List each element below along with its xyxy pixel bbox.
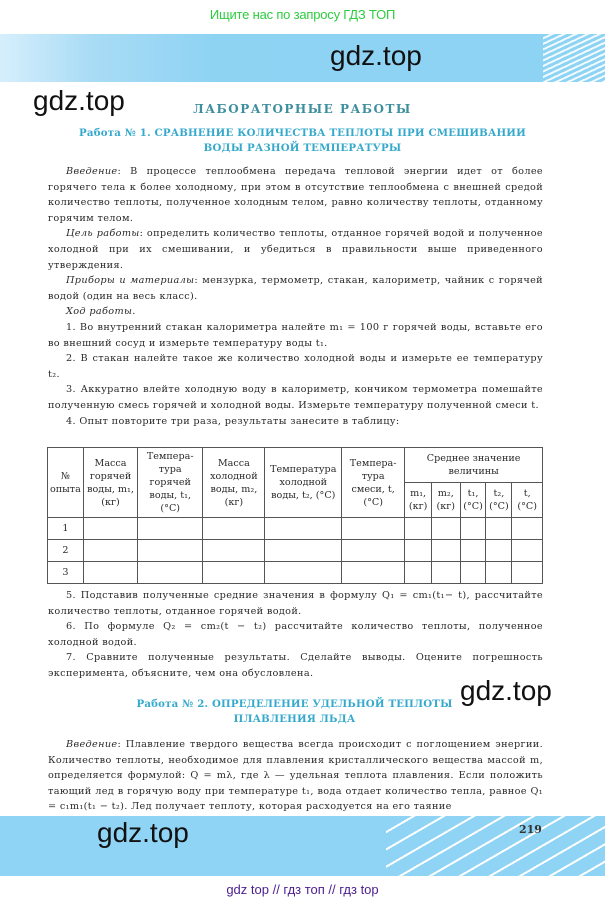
- footer-band: [0, 816, 605, 876]
- watermark-middle: gdz.top: [460, 675, 552, 706]
- procedure-heading: [48, 304, 543, 320]
- cell: [405, 540, 432, 562]
- header-stripes-decoration: [543, 34, 605, 82]
- step-2: 2. В стакан налейте такое же количество холодной воды и измерьте ее температуру t₂.: [48, 353, 543, 380]
- cell: [138, 518, 203, 540]
- intro-label: Введение: [66, 166, 118, 177]
- work1-title: [0, 126, 605, 156]
- cell: [431, 562, 460, 584]
- avg-col-m1: m₁, (кг): [405, 483, 432, 518]
- work2-intro-text: : Плавление твердого вещества всегда происходит с поглощением энергии. Количество теплоты, необходимое для плавления кристаллического вещества массой m, определяется формулой: Q = mλ, где λ — удельная теплота плавления. Если положить тающий лед в горячую воду при температуре t₁, вода отдает количество тепла, равное Q₁ = c₁m₁(t₁ − t₂). Лед получает теплоту, которая расходуется на его таяние: [48, 739, 543, 813]
- cell: [203, 518, 265, 540]
- row-number: 1: [48, 518, 84, 540]
- results-table: [47, 447, 543, 584]
- step-7: 7. Сравните полученные результаты. Сделайте выводы. Оцените погрешность эксперимента, объясните, чем она обусловлена.: [48, 652, 543, 679]
- work1-conclusion: [48, 588, 543, 682]
- cell: [265, 518, 342, 540]
- cell: [138, 540, 203, 562]
- work2-title-line1: Работа № 2. ОПРЕДЕЛЕНИЕ УДЕЛЬНОЙ ТЕПЛОТЫ: [136, 698, 453, 710]
- footer-stripes-decoration: [386, 816, 605, 876]
- intro-paragraph: [48, 164, 543, 226]
- table-row: [48, 540, 543, 562]
- cell: [83, 540, 137, 562]
- avg-col-t1: t₁, (°С): [460, 483, 486, 518]
- procedure-label: Ход работы.: [66, 306, 136, 318]
- cell: [405, 562, 432, 584]
- avg-col-t2: t₂, (°С): [486, 483, 512, 518]
- watermark-left: gdz.top: [33, 85, 125, 116]
- search-hint-banner[interactable]: Ищите нас по запросу ГДЗ ТОП: [209, 7, 396, 22]
- cell: [138, 562, 203, 584]
- row-number: 3: [48, 562, 84, 584]
- cell: [405, 518, 432, 540]
- work1-title-line2: ВОДЫ РАЗНОЙ ТЕМПЕРАТУРЫ: [203, 142, 402, 154]
- step-4: 4. Опыт повторите три раза, результаты занесите в таблицу:: [66, 415, 400, 427]
- cell: [486, 562, 512, 584]
- cell: [460, 518, 486, 540]
- page-number: 219: [519, 823, 542, 836]
- table-row: [48, 562, 543, 584]
- work1-title-line1: Работа № 1. СРАВНЕНИЕ КОЛИЧЕСТВА ТЕПЛОТЫ ПРИ СМЕШИВАНИИ: [79, 127, 526, 139]
- cell: [512, 518, 543, 540]
- avg-col-m2: m₂, (кг): [431, 483, 460, 518]
- materials-label: Приборы и материалы: [66, 275, 195, 287]
- step-1: 1. Во внутренний стакан калориметра налейте m₁ = 100 г горячей воды, вставьте его во внешний сосуд и измерьте температуру воды t₁.: [48, 321, 543, 349]
- goal-label: Цель работы: [66, 228, 140, 240]
- col-header-m2: Масса холодной воды, m₂, (кг): [203, 448, 265, 518]
- table-row: [48, 518, 543, 540]
- work2-intro-paragraph: [48, 737, 543, 815]
- header-band: [0, 34, 605, 82]
- cell: [203, 562, 265, 584]
- cell: [486, 540, 512, 562]
- col-header-average: Среднее значение величины: [405, 448, 543, 483]
- cell: [342, 562, 405, 584]
- step-5: 5. Подставив полученные средние значения в формулу Q₁ = cm₁(t₁− t), рассчитайте количество теплоты, отданное горячей водой.: [48, 590, 543, 617]
- work2-title-line2: ПЛАВЛЕНИЯ ЛЬДА: [233, 713, 356, 725]
- step-6: 6. По формуле Q₂ = cm₂(t − t₂) рассчитайте количество теплоты, полученное холодной водой.: [48, 621, 543, 648]
- step-3: 3. Аккуратно влейте холодную воду в калориметр, кончиком термометра помешайте полученную смесь горячей и холодной воды. Измерьте температуру полученной смеси t.: [48, 384, 543, 411]
- cell: [265, 562, 342, 584]
- work2-body: [48, 737, 543, 815]
- cell: [342, 518, 405, 540]
- cell: [512, 540, 543, 562]
- section-title: ЛАБОРАТОРНЫЕ РАБОТЫ: [193, 102, 412, 116]
- materials-text: : мензурка, термометр, стакан, калориметр, чайник с горячей водой (один на весь класс).: [48, 275, 543, 302]
- work2-intro-label: Введение: [66, 739, 118, 750]
- cell: [460, 540, 486, 562]
- col-header-t: Темпера- тура смеси, t, (°С): [342, 448, 405, 518]
- avg-col-t: t, (°С): [512, 483, 543, 518]
- row-number: 2: [48, 540, 84, 562]
- goal-text: : определить количество теплоты, отданное горячей водой и полученное холодной при их смешивании, и убедиться в правильности выше приведенного утверждения.: [48, 228, 543, 271]
- cell: [83, 562, 137, 584]
- cell: [203, 540, 265, 562]
- table-header-row: [48, 448, 543, 483]
- materials-paragraph: [48, 273, 543, 304]
- cell: [512, 562, 543, 584]
- watermark-header: gdz.top: [330, 40, 422, 71]
- goal-paragraph: [48, 226, 543, 273]
- cell: [460, 562, 486, 584]
- col-header-t1: Темпера- тура горячей воды, t₁, (°С): [138, 448, 203, 518]
- footer-links[interactable]: gdz top // гдз топ // гдз top: [226, 882, 379, 897]
- col-header-num: № опыта: [48, 448, 84, 518]
- col-header-m1: Масса горячей воды, m₁, (кг): [83, 448, 137, 518]
- cell: [431, 518, 460, 540]
- cell: [486, 518, 512, 540]
- watermark-footer: gdz.top: [97, 817, 189, 848]
- cell: [342, 540, 405, 562]
- intro-text: : В процессе теплообмена передача тепловой энергии идет от более горячего тела к более холодному, при этом в отсутствие теплообмена с внешней средой количество теплоты, полученное холодным телом, равно количеству теплоты, отданному горячим телом.: [48, 166, 543, 224]
- col-header-t2: Температура холодной воды, t₂, (°С): [265, 448, 342, 518]
- cell: [83, 518, 137, 540]
- cell: [431, 540, 460, 562]
- work1-body: [48, 164, 543, 429]
- cell: [265, 540, 342, 562]
